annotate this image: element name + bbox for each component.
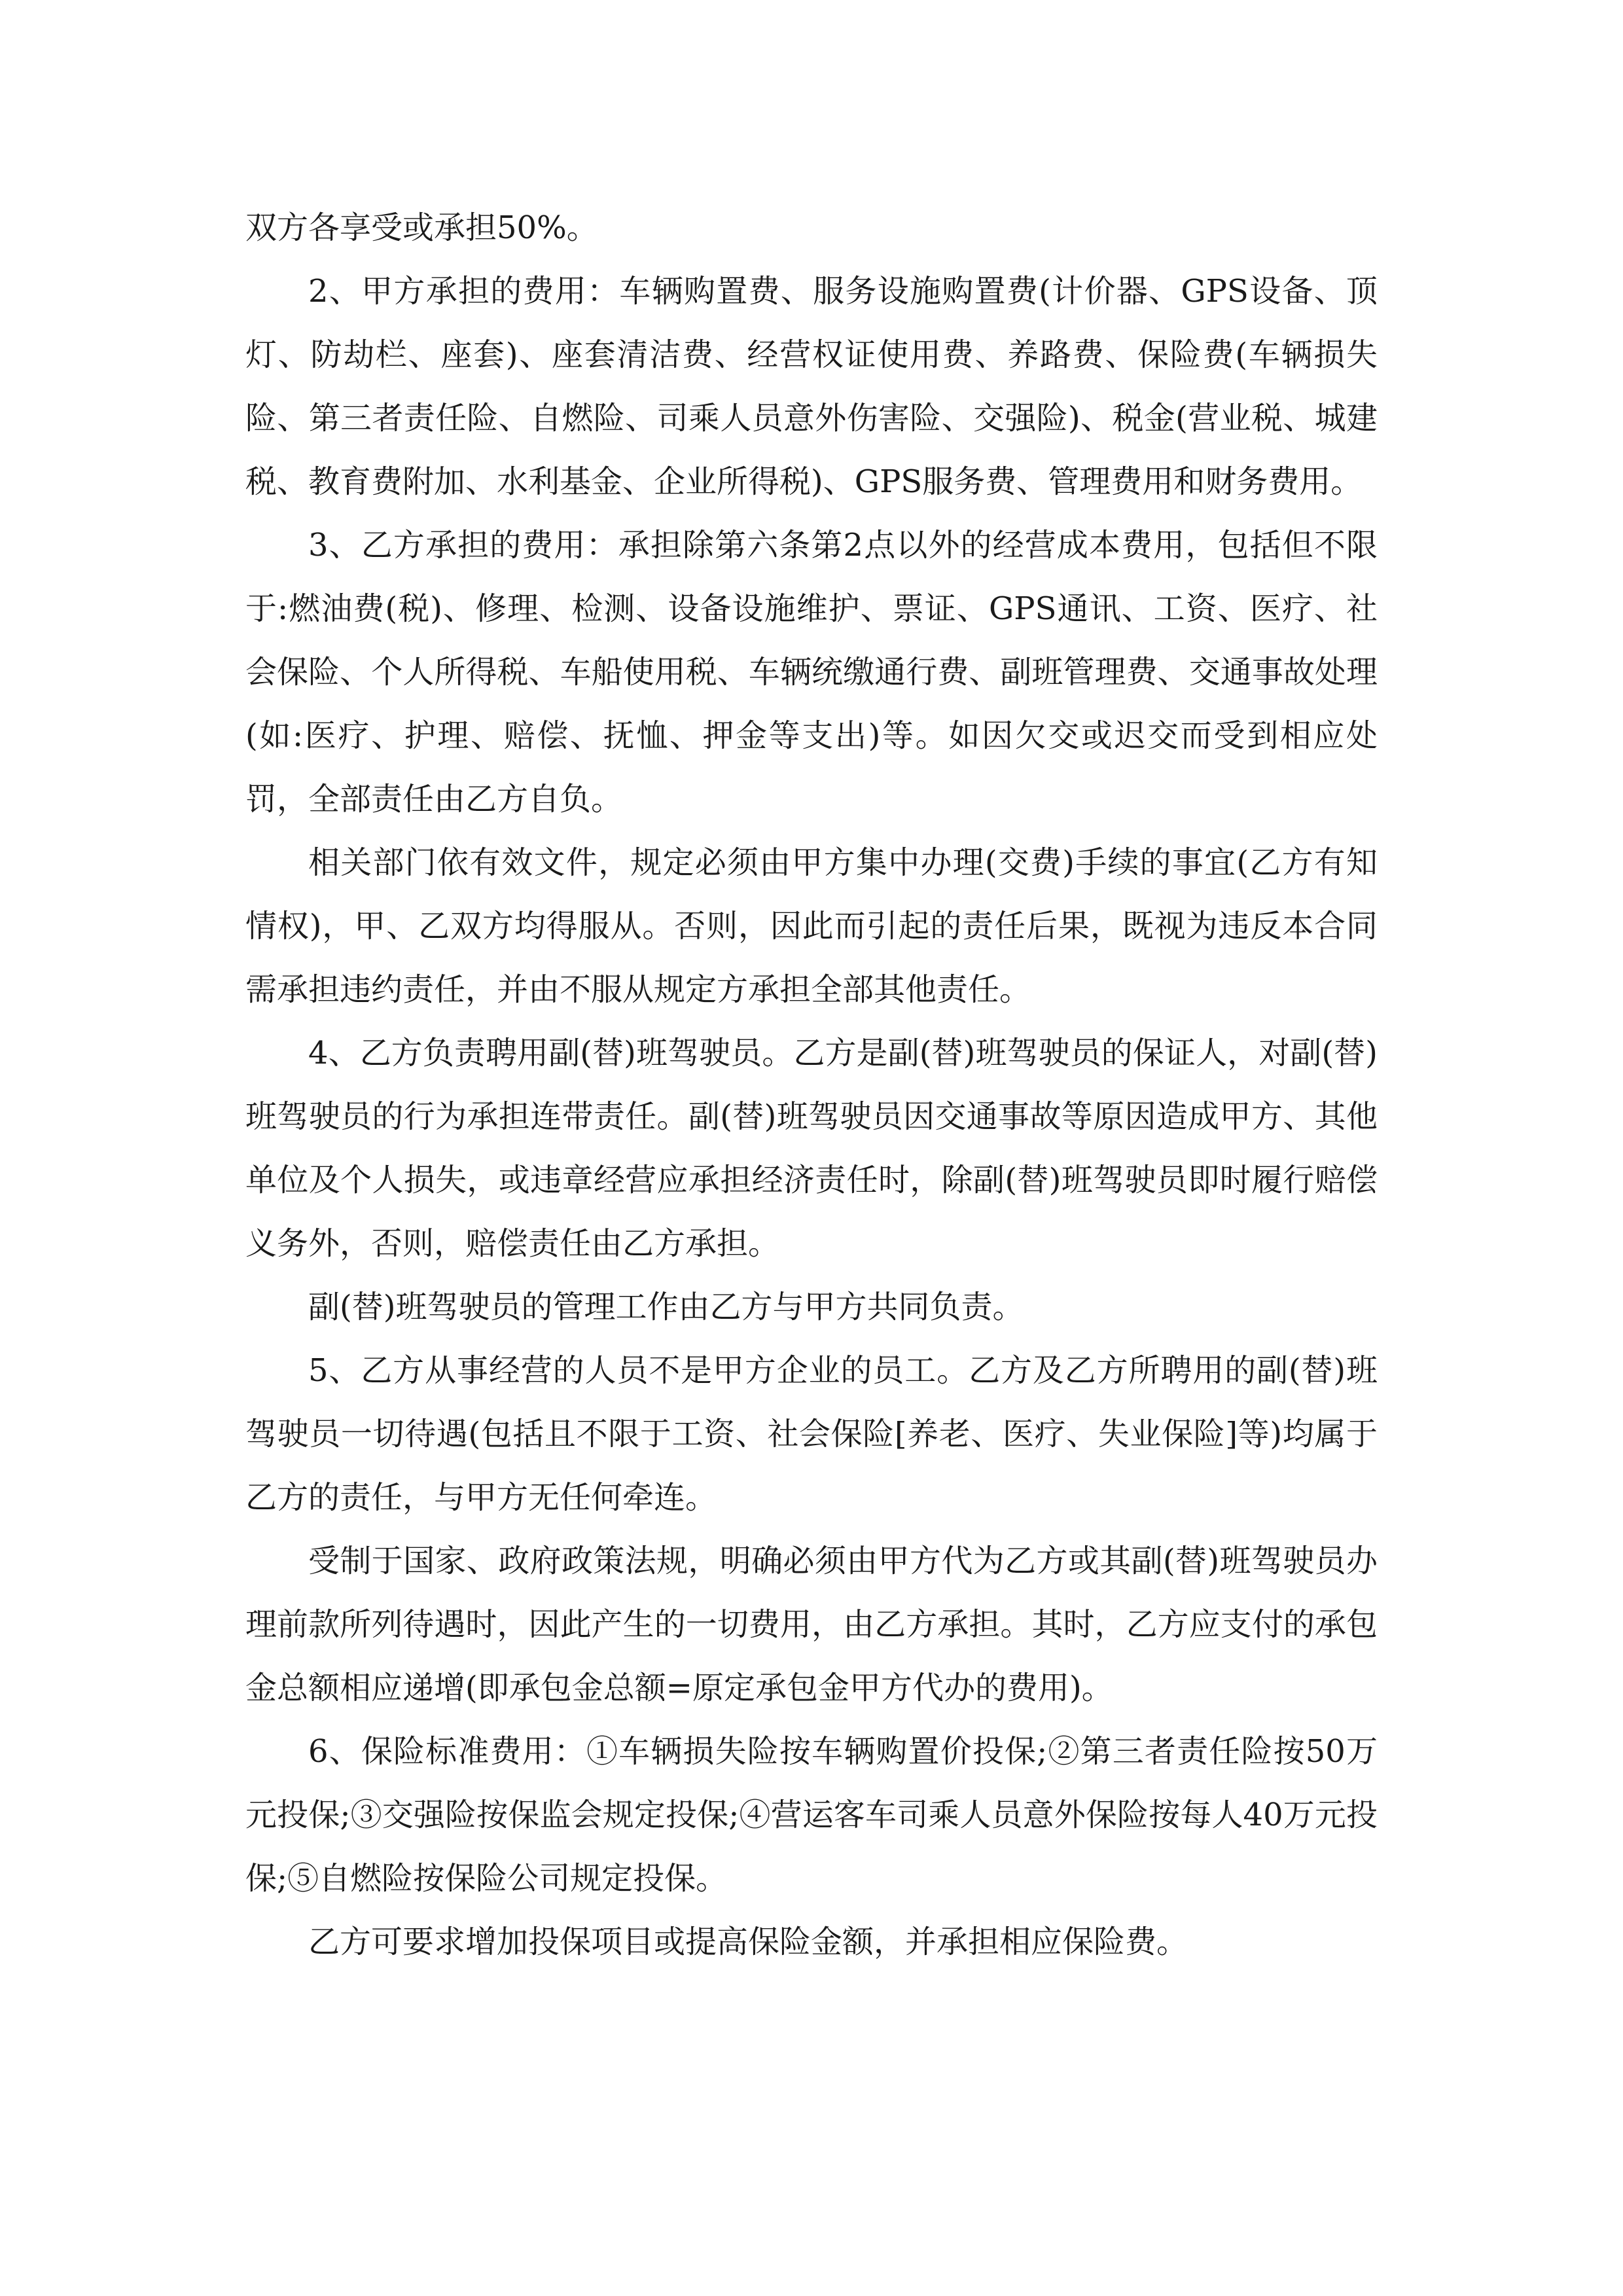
paragraph-continuation: 双方各享受或承担50%。 [245,209,598,246]
paragraph-clause-5: 5、乙方从事经营的人员不是甲方企业的员工。乙方及乙方所聘用的副(替)班驾驶员一切待遇(包括且不限于工资、社会保险[养老、医疗、失业保险]等)均属于乙方的责任，与甲方无任何牵连。 [245,1352,1378,1516]
paragraph-clause-2: 2、甲方承担的费用：车辆购置费、服务设施购置费(计价器、GPS设备、顶灯、防劫栏、座套)、座套清洁费、经营权证使用费、养路费、保险费(车辆损失险、第三者责任险、自燃险、司乘人员意外伤害险、交强险)、税金(营业税、城建税、教育费附加、水利基金、企业所得税)、GPS服务费、管理费用和财务费用。 [245,273,1378,500]
paragraph-clause-6-note: 乙方可要求增加投保项目或提高保险金额，并承担相应保险费。 [308,1924,1188,1960]
paragraph-clause-4: 4、乙方负责聘用副(替)班驾驶员。乙方是副(替)班驾驶员的保证人，对副(替)班驾驶员的行为承担连带责任。副(替)班驾驶员因交通事故等原因造成甲方、其他单位及个人损失，或违章经营应承担经济责任时，除副(替)班驾驶员即时履行赔偿义务外，否则，赔偿责任由乙方承担。 [245,1035,1378,1262]
paragraph-clause-4-note: 副(替)班驾驶员的管理工作由乙方与甲方共同负责。 [308,1289,1024,1325]
paragraph-clause-6: 6、保险标准费用：①车辆损失险按车辆购置价投保;②第三者责任险按50万元投保;③交强险按保监会规定投保;④营运客车司乘人员意外保险按每人40万元投保;⑤自燃险按保险公司规定投保。 [245,1733,1378,1897]
paragraph-clause-3-note: 相关部门依有效文件，规定必须由甲方集中办理(交费)手续的事宜(乙方有知情权)，甲、乙双方均得服从。否则，因此而引起的责任后果，既视为违反本合同需承担违约责任，并由不服从规定方承担全部其他责任。 [245,844,1378,1008]
paragraph-clause-3: 3、乙方承担的费用：承担除第六条第2点以外的经营成本费用，包括但不限于:燃油费(税)、修理、检测、设备设施维护、票证、GPS通讯、工资、医疗、社会保险、个人所得税、车船使用税、车辆统缴通行费、副班管理费、交通事故处理(如:医疗、护理、赔偿、抚恤、押金等支出)等。如因欠交或迟交而受到相应处罚，全部责任由乙方自负。 [245,527,1378,817]
document-body [245,196,1378,1974]
paragraph-clause-5-note: 受制于国家、政府政策法规，明确必须由甲方代为乙方或其副(替)班驾驶员办理前款所列待遇时，因此产生的一切费用，由乙方承担。其时，乙方应支付的承包金总额相应递增(即承包金总额=原定承包金甲方代办的费用)。 [245,1543,1378,1706]
